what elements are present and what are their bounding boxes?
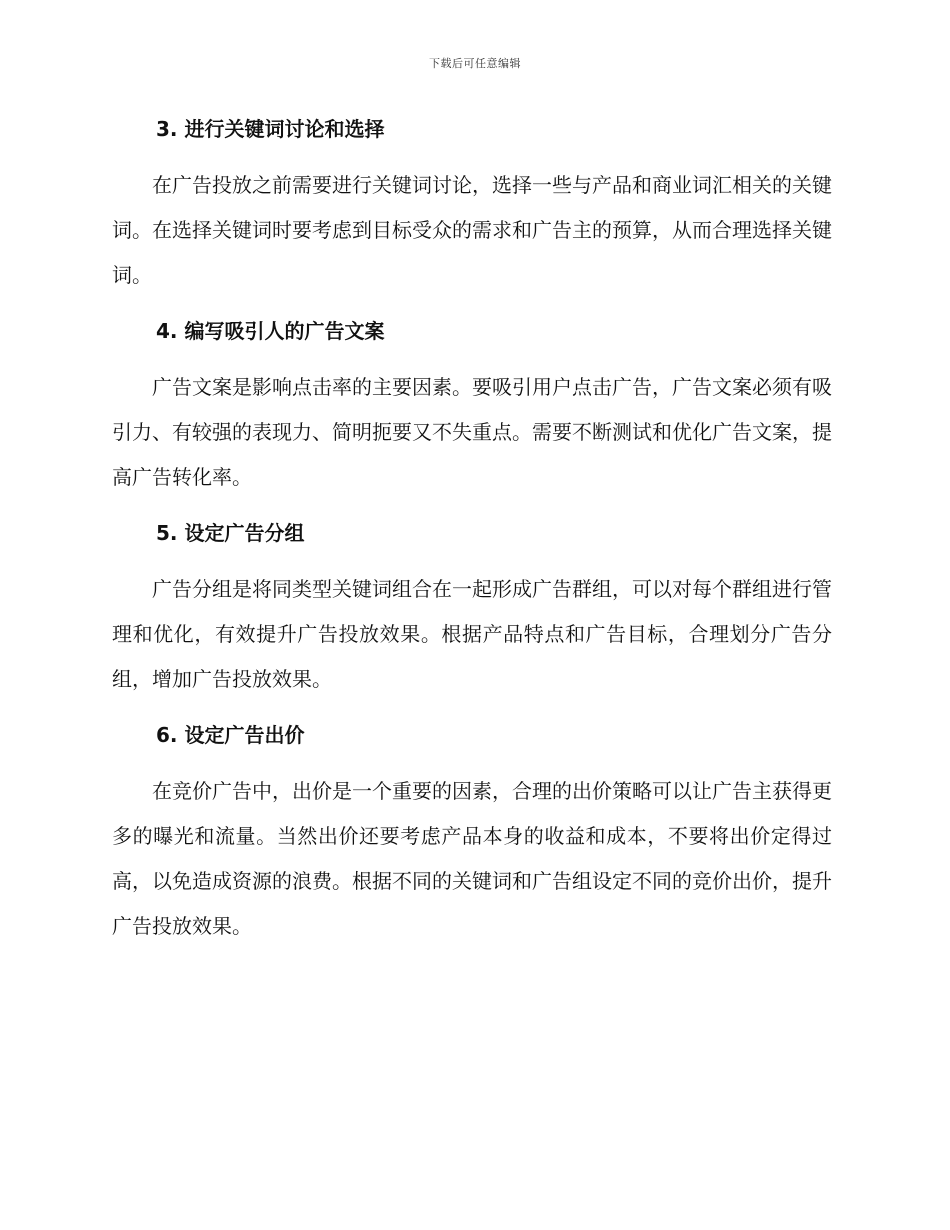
section-heading: 5. 设定广告分组	[156, 521, 305, 545]
section-paragraph: 广告分组是将同类型关键词组合在一起形成广告群组，可以对每个群组进行管理和优化，有效提升广告投放效果。根据产品特点和广告目标，合理划分广告分组，增加广告投放效果。	[112, 577, 832, 691]
document-body	[112, 108, 832, 949]
section-keyword-selection	[112, 108, 832, 298]
section-paragraph: 在广告投放之前需要进行关键词讨论，选择一些与产品和商业词汇相关的关键词。在选择关键词时要考虑到目标受众的需求和广告主的预算，从而合理选择关键词。	[112, 173, 832, 287]
section-heading: 6. 设定广告出价	[156, 723, 305, 747]
section-paragraph: 广告文案是影响点击率的主要因素。要吸引用户点击广告，广告文案必须有吸引力、有较强的表现力、简明扼要又不失重点。需要不断测试和优化广告文案，提高广告转化率。	[112, 375, 832, 489]
section-heading: 3. 进行关键词讨论和选择	[156, 117, 385, 141]
section-ad-copy	[112, 310, 832, 500]
page-header: 下载后可任意编辑	[429, 57, 521, 70]
section-ad-groups	[112, 512, 832, 702]
section-heading: 4. 编写吸引人的广告文案	[156, 319, 385, 343]
section-ad-bidding	[112, 714, 832, 949]
section-paragraph: 在竞价广告中，出价是一个重要的因素，合理的出价策略可以让广告主获得更多的曝光和流量。当然出价还要考虑产品本身的收益和成本，不要将出价定得过高，以免造成资源的浪费。根据不同的关键词和广告组设定不同的竞价出价，提升广告投放效果。	[112, 779, 832, 938]
